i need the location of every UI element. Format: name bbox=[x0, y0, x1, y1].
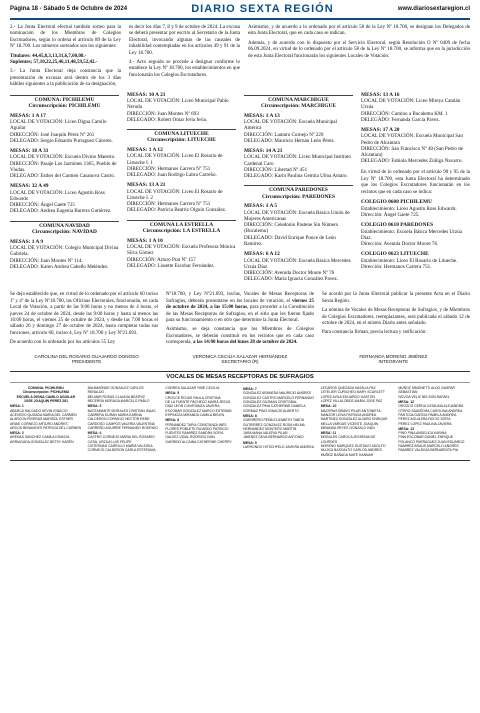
vocales-mesa-title: MESA: 9 bbox=[243, 440, 257, 445]
mesa-title: MESAS: 1 A 13 bbox=[244, 112, 280, 119]
mesa-detail: LOCAL DE VOTACIÓN: Liceo El Rosario de Litueche I. 1 bbox=[127, 153, 223, 166]
mesa-detail: DELEGADO: Esther del Carmen Casanova Castro. bbox=[10, 173, 116, 180]
mesa-detail: DIRECCIÓN: Hermanos Carrera Nº 751 bbox=[127, 165, 211, 172]
page-date-label: Página 18 - Sábado 5 de Octubre de 2024 bbox=[10, 6, 128, 12]
mesa-title: MESAS: 13 A 16 bbox=[361, 91, 400, 98]
mesa-block bbox=[127, 182, 236, 213]
signer-name: FERNANDA MORENO JIMÉNEZ bbox=[359, 353, 428, 359]
colegio-block bbox=[361, 222, 470, 247]
vocal-name: ALARCON RIVERAS MARISOL ESTHER bbox=[10, 417, 73, 422]
mesa-detail: DELEGADO: Andrea Eugenia Barrera Gutiérrez. bbox=[10, 208, 112, 215]
circunscripcion-heading: Circunscripción: LA ESTRELLA bbox=[142, 228, 221, 235]
closing-paragraph bbox=[166, 327, 314, 346]
commune-heading: COMUNA LITUECHE bbox=[127, 129, 236, 138]
mesa-detail: DIRECCIÓN: Lautaro Cornejo Nº 220 bbox=[244, 131, 324, 138]
mesa-title: MESAS: 6 A 12 bbox=[244, 251, 280, 257]
commune-block bbox=[10, 95, 119, 215]
page-header bbox=[10, 0, 470, 20]
signature-block bbox=[317, 354, 470, 366]
vocal-name: CATAL URZUA LUIS FELIPE bbox=[87, 439, 132, 444]
vocal-name: GONZALEZ PINA CATHERINE DANIELA bbox=[243, 404, 306, 409]
mesa-block bbox=[127, 92, 236, 123]
closing-col-3 bbox=[322, 292, 470, 349]
vocal-name: HERNANDEZ MONTERO MARTIN bbox=[243, 426, 297, 431]
commune-block bbox=[244, 185, 353, 282]
circunscripcion-heading: Circunscripción: NAVIDAD bbox=[32, 229, 97, 236]
commune-block bbox=[127, 129, 236, 214]
intro-col-3 bbox=[248, 25, 470, 92]
mesa-detail: DELEGADO: Patricia Beatriz Olguín González. bbox=[127, 207, 227, 214]
mesa-title: MESAS: 1 A 10 bbox=[127, 237, 163, 244]
mesa-title: MESAS: 10 A 21 bbox=[127, 91, 166, 98]
mesa-detail: DIRECCIÓN: Libertad Nº 451 bbox=[244, 166, 308, 173]
commune-block bbox=[10, 221, 119, 270]
signatures-row bbox=[10, 354, 470, 366]
mesa-detail: LOCAL DE VOTACIÓN: Liceo Mireya Catalán Urzúa bbox=[361, 98, 461, 111]
closing-paragraph: Para constancia firman, previa lectura y ratificación: bbox=[322, 330, 427, 336]
vocal-name: ARRIAGADA GONZALEZ BETSY KAREN bbox=[10, 439, 74, 444]
vocal-name: PINO PINA ANGELICA KARINA bbox=[398, 431, 447, 436]
colegios-intro: En virtud de lo ordenado por el artículo 90 y 95 de la Ley Nº 18.700, esta Junta Electoral ha determinado que los Colegios Escrutadores funcionarán en los recintos que en cada caso se indica: bbox=[361, 170, 470, 195]
mesa-title: MESAS: 1 A 17 bbox=[10, 112, 46, 119]
vocales-mesa-title: MESA: 13 bbox=[398, 426, 414, 431]
vocal-name: CISTERNAS CARRILLO MARIA VALESKA bbox=[87, 444, 153, 449]
mesa-detail: LOCAL DE VOTACIÓN: Liceo Municipal Instituto Cardenal Caro bbox=[244, 154, 351, 167]
vocal-name: CARREÑO AGUIRRE FERNANDO RODRIGO bbox=[87, 425, 158, 430]
colegios-list bbox=[361, 199, 470, 270]
mesa-detail: DIRECCIÓN: Avenida Doctor Moore Nº 76 bbox=[244, 269, 335, 276]
mesa-detail: DELEGADO: Karin Paulina Gemita Ulloa Amaro. bbox=[244, 173, 348, 180]
mesa-detail: LOCAL DE VOTACIÓN: Liceo El Rosario de Litueche I. 2 bbox=[127, 188, 223, 201]
intro-paragraph: Asimismo, y de acuerdo a lo ordenado por el artículo 58 de la Ley Nº 18.700, se designan los Delegados de esta Junta Electoral, que en cada caso se indican. bbox=[248, 25, 470, 37]
vocal-name: MORENO MARQUEZ GUSTAVO ADOLFO bbox=[320, 444, 386, 449]
mesa-detail: DELEGADO: María Ignacia González Pavez. bbox=[244, 276, 339, 283]
signer-role: SECRETARIO (R) bbox=[221, 359, 259, 365]
closing-paragraph: La nómina de Vocales de Mesas Receptoras de Sufragios, y de Miembros de Colegios Escrutadores, reemplazantes, será publicada el sábado 12 de octubre de 2024, en el mismo Diario antes señalado. bbox=[322, 308, 470, 326]
intro-paragraph: 4.- Acto seguido se procede a designar conforme lo establece la Ley Nº 18.700, los establecimientos en que funcionarán los Colegios Escrutadores. bbox=[129, 60, 240, 78]
mesa-detail: LOCAL DE VOTACIÓN: Escuela Municipal San Pedro de Alcantara bbox=[361, 133, 463, 146]
vocal-name: JIMENEZ SILVA BERNARDO ANTONIO bbox=[243, 435, 304, 440]
colegio-block bbox=[361, 251, 470, 270]
vocal-name: CORREA SALAZAR YIME CECILIA bbox=[165, 386, 220, 391]
vocal-name: FERNANDEZ TAPIA CONSTANZA INES bbox=[165, 422, 227, 427]
vocales-column bbox=[10, 386, 82, 457]
mesa-detail: DELEGADO: Lissette Escobar Fernández. bbox=[127, 262, 215, 269]
commune-block bbox=[244, 95, 353, 180]
vocales-mesa-title: MESA: 4 bbox=[87, 431, 102, 436]
vocal-name: ESPINOZA MIRANDA CAMILA BELEN bbox=[165, 412, 225, 417]
vocales-mesa-title: MESA: 2 bbox=[10, 431, 24, 436]
vocales-column bbox=[88, 386, 160, 457]
mesa-block bbox=[10, 148, 119, 179]
vocal-name: ARIAS CORNEJO ARTURO ANDRES bbox=[10, 421, 68, 426]
text-span: , para proceder a la Constitución de las Mesas Receptoras de Sufragios, en el sitio que les fueran fijado para su funcionamiento o en otro que determine la Junta Electoral. bbox=[166, 305, 314, 323]
vocales-heading: ESCUELA DIGNA CAMILO AGUILAR bbox=[16, 394, 76, 399]
mesa-block bbox=[10, 239, 119, 270]
intro-paragraph: 2.- La Junta Electoral efectuó también sorteo para la nominación de los Miembros de Colegios Escrutadores, según lo ordena el artículo 89 de la Ley Nº 18.700. Los números sorteados son los siguientes: bbox=[10, 25, 121, 50]
closing-section bbox=[10, 292, 470, 349]
colegio-name: COLEGIO 0623 LITUECHE bbox=[361, 251, 429, 258]
commune-heading: COMUNA: PICHILEMU bbox=[10, 95, 119, 104]
mesa-detail: LOCAL DE VOTACIÓN: Escuela Básica Unión de Mujeres Americanas bbox=[244, 209, 350, 222]
vocal-name: LOPEZ VILLALOBOS MARIA JOSE PAZ bbox=[320, 399, 383, 404]
closing-paragraph: Se acordó por la Junta Electoral publicar la presente Acta en el Diario Sexta Región. bbox=[322, 292, 470, 304]
vocales-section bbox=[10, 371, 470, 461]
vocal-name: BELMAR ROSAS CLAUDIA BEATRIZ bbox=[87, 394, 145, 399]
mesa-detail: DIRECCIÓN: José Joaquín Pérez Nº 261 bbox=[10, 131, 95, 138]
vocal-name: ESCOBAR GONZALEZ MARCO ESTEBAN bbox=[165, 408, 232, 413]
vocales-heading: Circunscripción: PICHILEMU bbox=[22, 390, 70, 395]
closing-col-1 bbox=[10, 292, 158, 349]
mesa-title: MESAS: 17 A 20 bbox=[361, 126, 400, 133]
intro-col-1 bbox=[10, 25, 121, 92]
signature-block bbox=[163, 354, 316, 366]
commune-heading: COMUNA MARCHIGUE bbox=[244, 95, 353, 104]
vocal-name: ARCOS BENAVIDES PATRICIA DEL CARMEN bbox=[10, 425, 82, 430]
vocal-name: JARA MANA VALERIA PILAR bbox=[243, 431, 288, 436]
vocal-name: MANZOR LEIVA PATRICIA ANDREA bbox=[320, 412, 377, 417]
mesa-detail: LOCAL DE VOTACIÓN: Liceo Agustín Ross Edwards bbox=[10, 189, 105, 202]
vocal-name: GONZALEZ CASTRO MARCELO FERNANDO bbox=[243, 395, 315, 400]
colegio-detail: Establecimiento: Liceo Agustín Ross Edwards. bbox=[361, 205, 457, 212]
mesa-detail: LOCAL DE VOTACIÓN: Colegio Municipal Divina Gabriela. bbox=[10, 245, 119, 258]
closing-col-2 bbox=[166, 292, 314, 349]
colegio-detail: Establecimiento: Liceo El Rosario de Litueche. bbox=[361, 257, 458, 264]
vocal-name: LECAROS QUEZADA NATALIA PAZ bbox=[320, 386, 376, 391]
mesa-detail: DELEGADO: Juan Rodrigo Labra Carreño. bbox=[127, 172, 217, 179]
vocal-name: OTERO SAAVEDRA CAROLINA ANDREA bbox=[398, 408, 463, 413]
commune-block bbox=[361, 92, 470, 165]
mesa-title: MESAS: 13 A 21 bbox=[127, 182, 166, 189]
vocal-name: MACERAS BRAVO PILAR ANTONIETA bbox=[320, 408, 381, 413]
vocal-name: DE LA FUENTE PACHECO MARIA JESUS bbox=[165, 400, 231, 405]
signer-name: VERÓNICA CECILIA SALAZAR HERNÁNDEZ bbox=[192, 353, 288, 359]
vocal-name: MUÑOZ BAÑADA MATE HANNAH bbox=[320, 452, 374, 457]
vocal-name: PEREZ LOPEZ PAULINA JAVIERA bbox=[398, 421, 452, 426]
mesa-detail: DIRECCIÓN: Pasaje Los Jazmines 1365, Pueblo de Viudas. bbox=[10, 160, 117, 173]
communes-col-3 bbox=[244, 92, 353, 289]
communes-col-2 bbox=[127, 92, 236, 289]
vocal-name: CORNEJO CALDERON CARLA ESTEFANIA bbox=[87, 448, 156, 453]
colegio-detail: Dirección: Ángel Gaete 725. bbox=[361, 211, 420, 218]
vocal-name: BUSTAMANTE MORALES CRISTIAN ISAAC bbox=[87, 408, 156, 413]
vocales-column bbox=[398, 386, 470, 457]
mesa-detail: DELEGADO: Robert Omar Jería Jeria. bbox=[127, 116, 208, 123]
mesa-title: MESAS: 14 A 21 bbox=[244, 147, 283, 154]
vocal-name: GONZALEZ ARANEDA MAURICIO ANDRES bbox=[243, 391, 312, 396]
vocal-name: ABARCA SALGADO KEVIN IGNACIO bbox=[10, 408, 68, 413]
commune-block bbox=[127, 220, 236, 269]
vocales-mesa-title: MESA: 1 bbox=[10, 404, 24, 409]
mesa-title: MESAS: 1 A 9 bbox=[10, 238, 44, 245]
mesa-detail: DELEGADO: Mauricio Hernán León Pérez. bbox=[244, 137, 335, 144]
vocales-mesa-title: MESA: 7 bbox=[243, 387, 257, 392]
vocal-name: PINA ESCOBAR DANIEL ENRIQUE bbox=[398, 435, 454, 440]
intro-paragraph: Además, y de acuerdo con lo dispuesto por el Servicio Electoral, según Resolución O Nº 0409 de fecha 06.09.2024, en virtud de lo ordenado por el artículo 58 de la Ley Nº 18.700, se informa que en la jurisdicción de esta Junta Electoral funcionarán los siguientes Locales de Votación: bbox=[248, 40, 470, 59]
mesa-title: MESAS: 1 A 5 bbox=[244, 203, 278, 210]
vocal-name: OROZCO CERDA CATALINA ALEJANDRA bbox=[398, 404, 464, 409]
vocal-name: FLORES POBLETE RICARDO PATRICIO bbox=[165, 426, 229, 431]
closing-paragraph: De acuerdo con lo ordenado por los artículos 55 Ley bbox=[10, 340, 116, 346]
communes-col-1 bbox=[10, 92, 119, 289]
colegio-block bbox=[361, 199, 470, 218]
vocales-mesa-title: MESA: 11 bbox=[320, 431, 337, 436]
communes-col-4 bbox=[361, 92, 470, 289]
mesa-detail: DIRECCIÓN: Camino a Bucalemu KM. 1 bbox=[361, 110, 448, 117]
mesa-detail: DIRECCIÓN: Hermanos Carrera Nº 751 bbox=[127, 201, 211, 208]
commune-heading: COMUNA PAREDONES bbox=[244, 185, 353, 194]
mesa-detail: DELEGADO: David Enrique Ponce de León Ramírez. bbox=[244, 234, 336, 247]
vocales-heading: COMUNA: PICHILEMU bbox=[27, 386, 64, 391]
mesa-detail: DIRECCIÓN: Arturo Prat Nº 157 bbox=[127, 256, 196, 263]
commune-heading: COMUNA NAVIDAD bbox=[10, 221, 119, 230]
vocal-name: POLANCO PARRAGUEZ JUAN EDUARDO bbox=[398, 439, 465, 444]
vocal-name: PANTOJA GARCIA PAMELA ANDREA bbox=[398, 412, 457, 417]
vocal-name: CASTRO CORNEJO MARIA DEL ROSARIO bbox=[87, 435, 155, 440]
intro-paragraph: es decir los días 7, 8 y 9 de octubre de 2024. La excusa se deberá presentar por escrito al Secretario de la Junta Electoral, invocando algunas de las causales de inhabilidad contempladas en los artículos 49 y 91 de la Ley 18.700. bbox=[129, 25, 240, 56]
vocales-mesa-title: MESA: 8 bbox=[243, 413, 257, 418]
circunscripcion-heading: Circunscripción: PAREDONES bbox=[261, 193, 336, 200]
vocal-name: GONZALEZ GUZMAN CRISTOBAL bbox=[243, 400, 298, 405]
vocal-name: RAMIREZ ARAUS MARCELO ANDRES bbox=[398, 444, 459, 449]
vocal-name: BAHAMONDE GONZALEZ CARLOS RENALDO bbox=[87, 386, 144, 395]
mesa-block bbox=[361, 127, 470, 165]
mesa-block bbox=[244, 148, 353, 179]
mesa-block bbox=[127, 238, 236, 269]
colegio-detail: Dirección: Avenida Doctor Moore 76. bbox=[361, 240, 439, 247]
mesa-detail: LOCAL DE VOTACIÓN: Escuela Básica Mercedes Urzúa Díaz bbox=[244, 257, 351, 270]
vocales-grid bbox=[10, 383, 470, 460]
bold-span: a las 14:00 horas del lunes 28 de octubre de 2024. bbox=[192, 340, 298, 346]
vocal-name: GUERRERO PEÑA ELIZABETH TABITA bbox=[243, 418, 305, 423]
vocal-name: CABRERA DURAN MARIA KARINA bbox=[87, 412, 142, 417]
mesa-detail: DELEGADO: Karen Andrea Cabello Meléndez. bbox=[10, 263, 109, 270]
intro-paragraph: 3.- La Junta Electoral deja constancia que la presentación de excusas será dentro de los 3 días hábiles siguientes a la publicación de su designación, bbox=[10, 69, 121, 88]
signer-name: CAROLINA DEL ROSARIO GUAJARDO DONOSO bbox=[34, 353, 139, 359]
vocal-name: LARRONDO HITSCHFELD JAVIERA ANDREA bbox=[243, 445, 314, 450]
mesa-detail: DIRECCIÓN: San Francisco Nº 40 (San Pedro de Alcantara) bbox=[361, 145, 463, 159]
vocal-name: ARENAS SANCHEZ CAMILA IGNACIA bbox=[10, 435, 70, 440]
colegio-name: COLEGIO 0618 PAREDONES bbox=[361, 222, 434, 229]
mesa-title: MESAS: 32 A 49 bbox=[10, 183, 49, 190]
vocales-mesa-title: MESA: 6 bbox=[165, 418, 180, 423]
vocales-heading: JOSE JOAQUIN PEREZ 261 bbox=[23, 399, 68, 404]
communes-section bbox=[10, 92, 470, 289]
bold-span: viernes 25 de octubre de 2024, a las 15:00 horas bbox=[166, 298, 314, 311]
mesa-detail: LOCAL DE VOTACIÓN: Escuela Divino Maestro. bbox=[10, 154, 116, 161]
mesa-block bbox=[361, 92, 470, 123]
circunscripcion-heading: Circunscripción: PICHILEMU bbox=[28, 103, 101, 110]
vocal-name: PEREZ AGUILERA ROCIO SOFIA bbox=[398, 417, 451, 422]
vocales-column bbox=[321, 386, 393, 457]
newspaper-title: DIARIO SEXTA REGIÓN bbox=[191, 3, 334, 15]
vocales-column bbox=[243, 386, 315, 457]
vocal-name: MUÑOZ SIMONETTI ALDO GASPAR SEBASTIAN bbox=[398, 386, 456, 395]
mesa-title: MESAS: 18 A 31 bbox=[10, 147, 49, 154]
signer-role: INTEGRANTE bbox=[378, 359, 409, 365]
vocal-name: RAMIREZ VALDIVIA BERNARDITA PIA bbox=[398, 448, 459, 453]
colegio-detail: Dirección: Hermanos Carrera 751. bbox=[361, 263, 432, 270]
vocal-name: MORALES CAROCA JESSENIA DE LOURDES bbox=[320, 435, 376, 444]
vocal-name: MARTINEZ GONZALEZ ALVARO ENRIQUE bbox=[320, 417, 388, 422]
vocal-name: BECERRA MORAGA MARCELO PABLO bbox=[87, 399, 150, 404]
vocal-name: FUENTES RAMIREZ SANDRA SOFIA bbox=[165, 431, 224, 436]
signer-role: PRESIDENTE bbox=[71, 359, 102, 365]
vocal-name: LOPEZ AVILA EDUARDO GASTON bbox=[320, 394, 375, 399]
intro-section bbox=[10, 25, 470, 92]
vocal-name: GORMAZ PINO IGNACIO ALBERTO bbox=[243, 408, 299, 413]
titulares-line: Titulares: 44,45,8,3,13,31,6,7,60,08.- bbox=[10, 53, 87, 59]
mesa-detail: DELEGADO: Sergio Eduardo Purraguez Cáceres. bbox=[10, 137, 113, 144]
vocales-mesa-title: MESA: 12 bbox=[398, 400, 414, 405]
closing-paragraph: Se deja establecido que, en virtud de lo ordenado por el artículo 60 inciso 1º y 4º de la Ley Nº18.700, las Oficinas Electorales, funcionarán, en cada Local de Votación, a partir de las 9:00 horas y no menos de 4 horas, el jueves 24 de octubre de 2024, desde las 9:00 horas y hasta al menos las 16:00 horas, el viernes 25 de octubre de 2024, y desde las 7:00 horas el sábado 26 y domingo 27 de octubre de 2024, hasta completar todas sus funciones, artículo 60, inciso 4, Ley Nº 18.700 y Ley Nº21.693. bbox=[10, 292, 158, 336]
mesa-detail: DELEGADO: Fabiola Mercedes Zúñiga Navarro. bbox=[361, 158, 463, 165]
vocales-mesa-title: MESA: 5 bbox=[165, 391, 180, 396]
mesa-block bbox=[10, 113, 119, 144]
mesa-detail: DIRECCIÓN: Ángel Gaete 725 bbox=[10, 202, 75, 209]
mesa-detail: DIRECCIÓN: Juan Montes Nº 693 bbox=[127, 110, 199, 117]
vocales-mesa-title: MESA: 3 bbox=[87, 404, 102, 409]
communes-col-4-mesas bbox=[361, 92, 470, 165]
colegio-name: COLEGIO 0608 PICHILEMU bbox=[361, 199, 432, 206]
vocal-name: CALDERON CORNEJO HECTOR RENE bbox=[87, 417, 150, 422]
vocales-column bbox=[165, 386, 237, 457]
closing-paragraph bbox=[166, 292, 314, 324]
mesa-detail: DIRECCIÓN: Celedonio Pastene Sin Número (Bucalemu) bbox=[244, 222, 339, 235]
mesa-detail: LOCAL DE VOTACIÓN: Liceo Digna Camilo Aguilar bbox=[10, 119, 107, 132]
vocal-name: CROCCE ROJAS PAULA CRISTINA bbox=[165, 395, 221, 400]
mesa-block bbox=[127, 147, 236, 178]
commune-block bbox=[127, 92, 236, 123]
website-link[interactable]: www.diariosextaregion.cl bbox=[397, 6, 470, 12]
mesa-detail: DELEGADO: Fernanda García Pavez. bbox=[361, 116, 440, 123]
mesa-block bbox=[10, 183, 119, 214]
text-span: Nº18.700, y Ley Nº21.693, los/las, Vocales de Mesas Receptoras de Sufragios, deberán presentarse en los locales de votación, el bbox=[166, 292, 314, 304]
vocal-name: GARRIDO ALCAINA CATHERINE CHERRY bbox=[165, 439, 232, 444]
mesa-detail: LOCAL DE VOTACIÓN: Escuela Profesora Mónica Silva Gómez bbox=[127, 244, 236, 257]
vocal-name: GUTIERREZ GONZALEZ ROSA HELMA bbox=[243, 422, 305, 427]
mesa-detail: DIRECCIÓN: Juan Montes Nº 114. bbox=[10, 257, 83, 264]
vocal-name: MUJICA BASOALTO CARLOS ANDRES bbox=[320, 448, 382, 453]
circunscripcion-heading: Circunscripción: LITUECHE bbox=[147, 137, 216, 144]
vocal-name: NOVOA VELIZ NELSON RAFAEL bbox=[398, 394, 450, 399]
commune-heading: COMUNA LA ESTRELLA bbox=[127, 220, 236, 229]
colegio-detail: Establecimiento: Escuela Básica Mercedes Urzúa Díaz. bbox=[361, 228, 462, 241]
vocal-name: DIAZ LEON CONSTANZA JAVIERA bbox=[165, 404, 220, 409]
vocales-mesa-title: MESA: 10 bbox=[320, 404, 337, 409]
mesa-block bbox=[244, 113, 353, 144]
intro-col-2 bbox=[129, 25, 240, 92]
mesa-title: MESAS: 1 A 12 bbox=[127, 146, 163, 153]
mesa-block bbox=[244, 203, 353, 247]
mesa-detail: LOCAL DE VOTACIÓN: Escuela Municipal América bbox=[244, 119, 337, 132]
circunscripcion-heading: Circunscripción: MARCHIGUE bbox=[261, 103, 336, 110]
suplentes-line: Suplentes; 57,10,22,25,46,11,48,59,52,42.- bbox=[10, 60, 98, 66]
vocales-title: VOCALES DE MESAS RECEPTORAS DE SUFRAGIOS bbox=[10, 372, 470, 383]
vocal-name: LETELIER CURICHEO MARY SCARLETT bbox=[320, 390, 385, 395]
vocal-name: MIRANDA REYES GONZALO IVAN bbox=[320, 425, 375, 430]
vocal-name: GALVEZ VIDAL RODRIGO IVAN bbox=[165, 435, 215, 440]
text-span: Asimismo, se deja constancia que los Miembros de Colegios Escrutadores, se deberán constituir en los recintos que en cada caso corresponda, bbox=[166, 327, 314, 346]
mesa-block bbox=[244, 251, 353, 282]
signature-block bbox=[10, 354, 163, 366]
vocal-name: CARDOSO CAMPOS VALERIA VALENTINA bbox=[87, 421, 155, 426]
vocal-name: ACEVEDO QUIJADA MARIA DEL CARMEN bbox=[10, 412, 77, 417]
vocal-name: MELLA VARGAS VICENTE JOAQUIN bbox=[320, 421, 379, 426]
mesa-detail: LOCAL DE VOTACIÓN: Liceo Municipal Pablo Neruda bbox=[127, 98, 229, 111]
